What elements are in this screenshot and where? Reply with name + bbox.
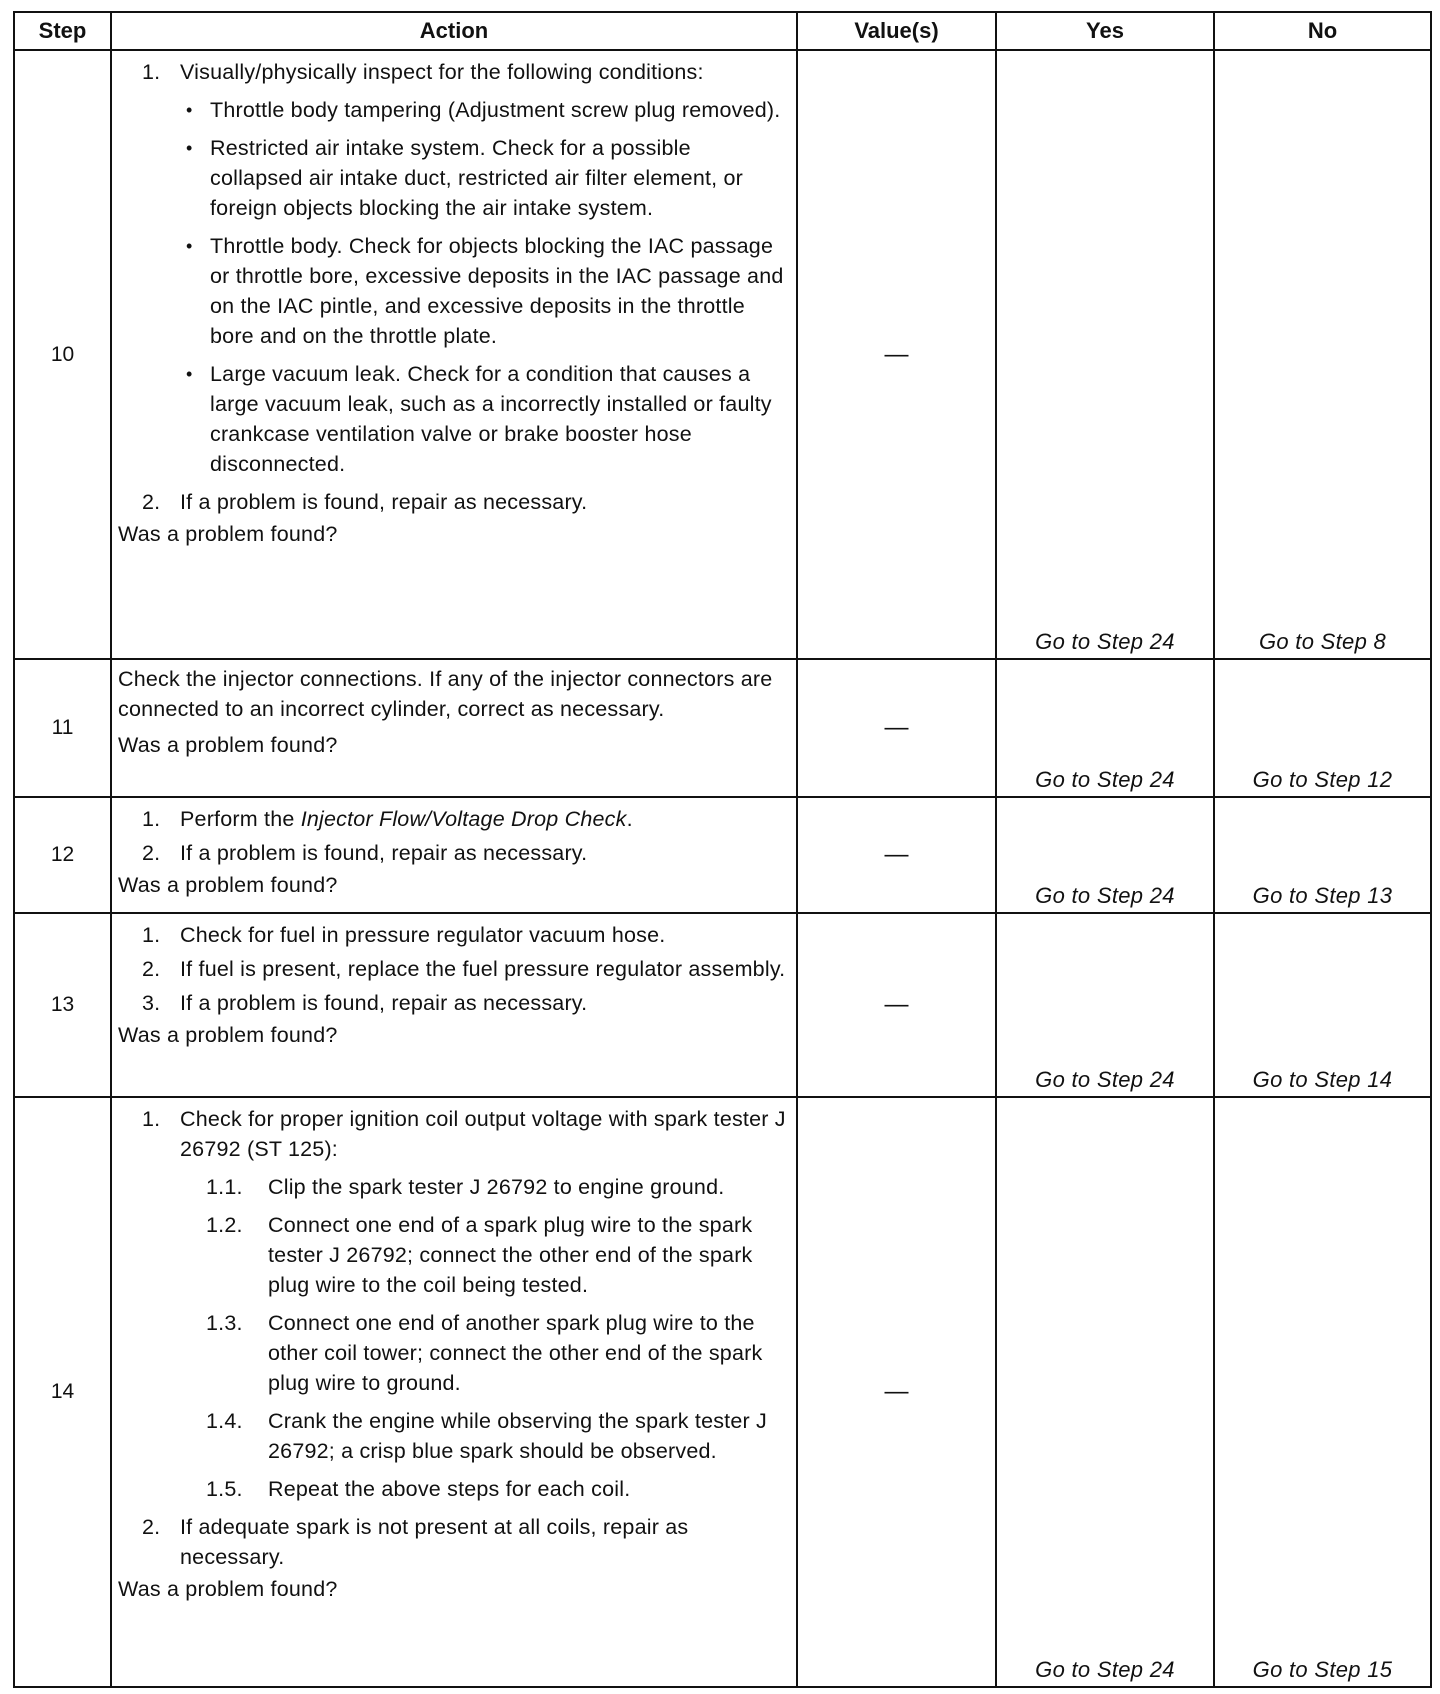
list-item: 1. Visually/physically inspect for the following conditions: xyxy=(142,60,704,84)
value-cell: — xyxy=(797,50,996,659)
list-item: 1. Check for fuel in pressure regulator vacuum hose. xyxy=(142,923,666,947)
yes-action: Go to Step 24 xyxy=(996,50,1214,659)
question-text: Was a problem found? xyxy=(118,522,338,546)
action-cell xyxy=(111,797,797,913)
header-values: Value(s) xyxy=(797,12,996,50)
no-action: Go to Step 8 xyxy=(1214,50,1431,659)
list-item: 1. Check for proper ignition coil output voltage with spark tester J 26792 (ST 125): xyxy=(142,1107,786,1161)
step-number: 10 xyxy=(14,50,111,659)
header-action: Action xyxy=(111,12,797,50)
table-row-step-10 xyxy=(14,50,1431,659)
yes-action: Go to Step 24 xyxy=(996,1097,1214,1687)
list-item: 3. If a problem is found, repair as necessary. xyxy=(142,991,588,1015)
header-step: Step xyxy=(14,12,111,50)
yes-action: Go to Step 24 xyxy=(996,913,1214,1097)
no-action: Go to Step 13 xyxy=(1214,797,1431,913)
bullet-item: • Throttle body. Check for objects blocking the IAC passage or throttle bore, excessive deposits in the IAC passage and on the IAC pintle, and excessive deposits in the throttle bore and on the throttle plate. xyxy=(186,234,784,348)
value-cell: — xyxy=(797,797,996,913)
step-number: 13 xyxy=(14,913,111,1097)
action-cell xyxy=(111,659,797,797)
list-item: 2. If adequate spark is not present at all coils, repair as necessary. xyxy=(142,1515,689,1569)
bullet-item: • Restricted air intake system. Check for a possible collapsed air intake duct, restricted air filter element, or foreign objects blocking the air intake system. xyxy=(186,136,744,220)
no-action: Go to Step 15 xyxy=(1214,1097,1431,1687)
header-yes: Yes xyxy=(996,12,1214,50)
table-row-step-12 xyxy=(14,797,1431,913)
yes-action: Go to Step 24 xyxy=(996,659,1214,797)
sub-item: 1.1. Clip the spark tester J 26792 to engine ground. xyxy=(206,1175,725,1199)
procedure-reference: Injector Flow/Voltage Drop Check xyxy=(300,807,627,831)
bullet-item: • Large vacuum leak. Check for a condition that causes a large vacuum leak, such as a incorrectly installed or faulty crankcase ventilation valve or brake booster hose disconnected. xyxy=(186,362,772,476)
no-action: Go to Step 14 xyxy=(1214,913,1431,1097)
question-text: Was a problem found? xyxy=(118,1577,338,1601)
action-paragraph: Check the injector connections. If any of the injector connectors are connected to an incorrect cylinder, correct as necessary. xyxy=(118,667,773,721)
table-row-step-13 xyxy=(14,913,1431,1097)
sub-item: 1.2. Connect one end of a spark plug wire to the spark tester J 26792; connect the other end of the spark plug wire to the coil being tested. xyxy=(206,1213,753,1297)
value-cell: — xyxy=(797,659,996,797)
list-item: 2. If fuel is present, replace the fuel pressure regulator assembly. xyxy=(142,957,786,981)
sub-item: 1.4. Crank the engine while observing the spark tester J 26792; a crisp blue spark should be observed. xyxy=(206,1409,767,1463)
diagnostic-table xyxy=(13,11,1432,1688)
table-row-step-14 xyxy=(14,1097,1431,1687)
step-number: 14 xyxy=(14,1097,111,1687)
question-text: Was a problem found? xyxy=(118,1023,338,1047)
question-text: Was a problem found? xyxy=(118,733,338,757)
list-item: 2. If a problem is found, repair as necessary. xyxy=(142,490,588,514)
sub-item: 1.5. Repeat the above steps for each coil. xyxy=(206,1477,631,1501)
step-number: 11 xyxy=(14,659,111,797)
question-text: Was a problem found? xyxy=(118,873,338,897)
header-no: No xyxy=(1214,12,1431,50)
list-item: 1. Perform the Injector Flow/Voltage Drop Check. xyxy=(142,807,633,831)
yes-action: Go to Step 24 xyxy=(996,797,1214,913)
table-row-step-11 xyxy=(14,659,1431,797)
action-cell xyxy=(111,913,797,1097)
action-cell xyxy=(111,50,797,659)
value-cell: — xyxy=(797,913,996,1097)
list-item: 2. If a problem is found, repair as necessary. xyxy=(142,841,588,865)
value-cell: — xyxy=(797,1097,996,1687)
bullet-item: • Throttle body tampering (Adjustment screw plug removed). xyxy=(186,98,781,122)
action-cell xyxy=(111,1097,797,1687)
sub-item: 1.3. Connect one end of another spark plug wire to the other coil tower; connect the other end of the spark plug wire to ground. xyxy=(206,1311,763,1395)
no-action: Go to Step 12 xyxy=(1214,659,1431,797)
header-row xyxy=(14,12,1431,50)
step-number: 12 xyxy=(14,797,111,913)
